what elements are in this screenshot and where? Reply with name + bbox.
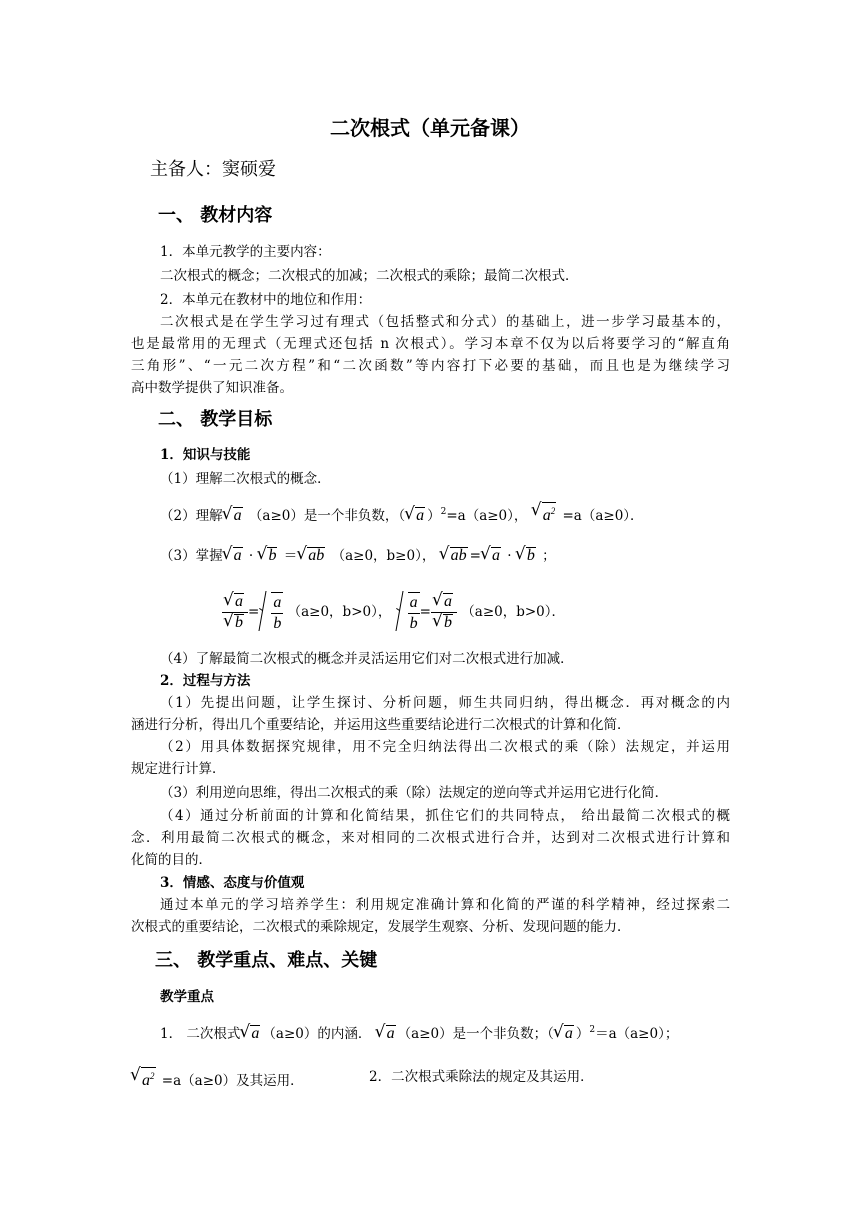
sqrt-ab: √ ab [297,546,325,566]
sqrt-a: √ a [405,506,425,526]
s1-p4-line3: 三角形”、“一元二次方程”和“二次函数”等内容打下必要的基础，而且也是为继续学习 [131,358,730,374]
method-1-line1: （1）先提出问题，让学生探讨、分析问题，师生共同归纳，得出概念．再对概念的内 [160,695,730,711]
section-1-heading: 一、 教材内容 [158,205,273,226]
page-title: 二次根式（单元备课） [330,116,530,140]
knowledge-2: （2）理解√ a （a≥0）是一个非负数，（√ a ）$^2$=a（a≥0）， √ $a^2 =a(a\ge 0)$． [160,502,644,526]
sqrt-of-a-over-b: $\frac{a}{b}$ [259,587,283,639]
sqrt-a-squared: √ $a^2$ [131,1067,156,1091]
sqrt-a: √ a [223,506,243,526]
fraction-sqrt-a-over-sqrt-b: √ a √ b [222,592,248,633]
method-2-line2: 规定进行计算． [131,761,226,777]
focus-1: 1． 二次根式√ a （a≥0）的内涵． √ a （a≥0）是一个非负数；（√ a ）$^2$＝a（a≥0）； [160,1020,678,1044]
values-line2: 次根式的重要结论，二次根式的乘除规定，发展学生观察、分析、发现问题的能力． [131,919,631,935]
sqrt-a: √ a [554,1024,574,1044]
knowledge-4: （4）了解最简二次根式的概念并灵活运用它们对二次根式进行加减． [160,651,574,667]
s1-p2: 二次根式的概念；二次根式的加减；二次根式的乘除；最简二次根式． [160,268,579,284]
s1-p4-line2: 也是最常用的无理式（无理式还包括 n 次根式）。学习本章不仅为以后将要学习的“解直角 [131,336,730,352]
method-3: （3）利用逆向思维，得出二次根式的乘（除）法规定的逆向等式并运用它进行化简． [160,785,669,801]
sqrt-a: √ a [223,546,243,566]
fraction-sqrt-a-over-sqrt-b: √ a √ b [431,592,457,633]
section-3-heading: 三、 教学重点、难点、关键 [155,950,378,971]
preparer: 主备人：窦硕爱 [150,159,276,180]
s1-p3: 2．本单元在教材中的地位和作用： [160,292,372,308]
method-4-line2: 念．利用最简二次根式的概念，来对相同的二次根式进行合并，达到对二次根式进行计算和 [131,830,730,846]
sqrt-ab: √ ab [440,546,468,566]
focus-2: √ $a^2 =a(a\ge 0)$及其运用． [131,1067,304,1091]
s1-p4-line4: 高中数学提供了知识准备。 [131,380,293,396]
s1-p1: 1．本单元教学的主要内容： [160,244,331,260]
focus-title: 教学重点 [160,989,214,1005]
values-line1: 通过本单元的学习培养学生：利用规定准确计算和化简的严谨的科学精神，经过探索二 [160,897,730,913]
method-1-line2: 涵进行分析，得出几个重要结论，并运用这些重要结论进行二次根式的计算和化简． [131,717,631,733]
sqrt-a: √ a [481,546,501,566]
method-title: 2．过程与方法 [160,673,251,689]
knowledge-1: （1）理解二次根式的概念． [160,471,331,487]
sqrt-a-squared: √ $a^2$ [532,502,557,526]
method-4-line1: （4）通过分析前面的计算和化简结果，抓住它们的共同特点， 给出最简二次根式的概 [160,808,730,824]
values-title: 3．情感、态度与价值观 [160,875,305,891]
focus-2b: 2．二次根式乘除法的规定及其运用． [369,1069,594,1085]
knowledge-title: 1．知识与技能 [160,447,251,463]
method-4-line3: 化简的目的． [131,852,212,868]
knowledge-3-fractions: √ a √ b = $\frac{a}{b}$ （a≥0，b>0）， $\frac{a}{b}$ = √ a √ b （a≥0，b>0）． [222,586,565,638]
sqrt-b: √ b [257,546,277,566]
sqrt-b: √ b [516,546,536,566]
sqrt-a: √ a [240,1024,260,1044]
sqrt-of-a-over-b: $\frac{a}{b}$ [396,587,420,639]
knowledge-3: （3）掌握√ a · √ b ＝√ ab （a≥0，b≥0）， √ ab =√ a · √ b ； [160,546,556,566]
s1-p4-line1: 二次根式是在学生学习过有理式（包括整式和分式）的基础上，进一步学习最基本的， [160,314,730,330]
method-2-line1: （2）用具体数据探究规律，用不完全归纳法得出二次根式的乘（除）法规定，并运用 [160,739,730,755]
section-2-heading: 二、 教学目标 [158,409,273,430]
sqrt-a: √ a [376,1024,396,1044]
